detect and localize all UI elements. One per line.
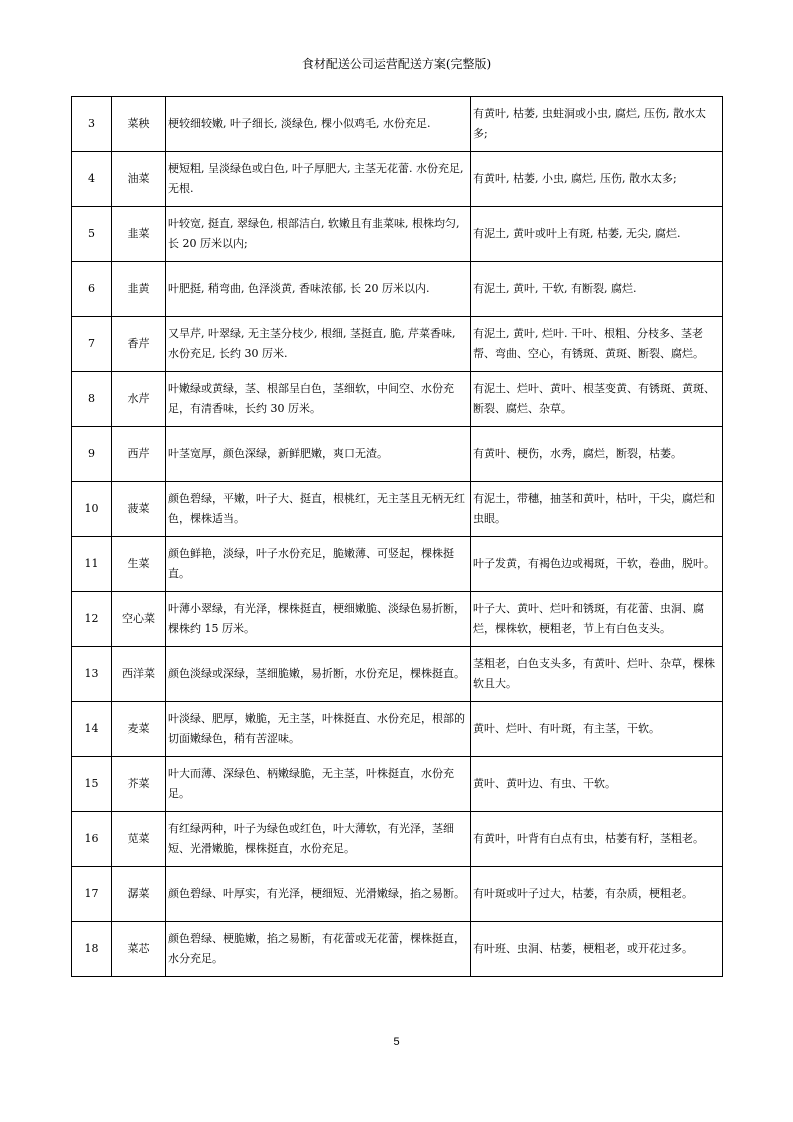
defect-criteria-cell: 有黄叶, 枯萎, 虫蛀洞或小虫, 腐烂, 压伤, 散水太多; — [471, 97, 723, 152]
vegetable-name-cell: 西芹 — [112, 427, 166, 482]
vegetable-name-cell: 油菜 — [112, 152, 166, 207]
row-number-cell: 16 — [72, 812, 112, 867]
vegetable-name-cell: 麦菜 — [112, 702, 166, 757]
row-number-cell: 4 — [72, 152, 112, 207]
defect-criteria-cell: 有叶班、虫洞、枯萎，梗粗老，或开花过多。 — [471, 922, 723, 977]
table-row — [72, 262, 723, 317]
defect-criteria-cell: 有泥土、烂叶、黄叶、根茎变黄、有锈斑、黄斑、断裂、腐烂、杂草。 — [471, 372, 723, 427]
table-row — [72, 482, 723, 537]
quality-standard-cell: 又旱芹, 叶翠绿, 无主茎分枝少, 根细, 茎挺直, 脆, 芹菜香味, 水份充足, 长约 30 厉米. — [166, 317, 471, 372]
row-number-cell: 18 — [72, 922, 112, 977]
row-number-cell: 8 — [72, 372, 112, 427]
quality-standard-cell: 叶肥挺, 稍弯曲, 色泽淡黄, 香味浓郁, 长 20 厉米以内. — [166, 262, 471, 317]
vegetable-name-cell: 菜芯 — [112, 922, 166, 977]
vegetable-name-cell: 韭黄 — [112, 262, 166, 317]
table-body — [72, 97, 723, 977]
table-row — [72, 647, 723, 702]
quality-standard-cell: 颜色碧绿、梗脆嫩，掐之易断，有花蕾或无花蕾，棵株挺直，水分充足。 — [166, 922, 471, 977]
row-number-cell: 5 — [72, 207, 112, 262]
quality-standard-cell: 颜色鲜艳，淡绿，叶子水份充足，脆嫩薄、可竖起，棵株挺直。 — [166, 537, 471, 592]
table-row — [72, 592, 723, 647]
page-header-title: 食材配送公司运营配送方案(完整版) — [301, 57, 492, 71]
page-number: 5 — [393, 1036, 400, 1048]
defect-criteria-cell: 有黄叶，叶背有白点有虫，枯萎有籽，茎粗老。 — [471, 812, 723, 867]
quality-standard-cell: 叶大而薄、深绿色、柄嫩绿脆，无主茎，叶株挺直，水份充足。 — [166, 757, 471, 812]
table-row — [72, 537, 723, 592]
quality-standard-cell: 叶薄小翠绿，有光泽，棵株挺直，梗细嫩脆、淡绿色易折断，棵株约 15 厉米。 — [166, 592, 471, 647]
vegetable-name-cell: 水芹 — [112, 372, 166, 427]
row-number-cell: 9 — [72, 427, 112, 482]
quality-standard-cell: 叶茎宽厚，颜色深绿，新鲜肥嫩，爽口无渣。 — [166, 427, 471, 482]
table-row — [72, 702, 723, 757]
table-row — [72, 922, 723, 977]
vegetable-name-cell: 菠菜 — [112, 482, 166, 537]
vegetable-name-cell: 韭菜 — [112, 207, 166, 262]
row-number-cell: 14 — [72, 702, 112, 757]
table-row — [72, 152, 723, 207]
row-number-cell: 7 — [72, 317, 112, 372]
row-number-cell: 11 — [72, 537, 112, 592]
row-number-cell: 17 — [72, 867, 112, 922]
table-row — [72, 812, 723, 867]
row-number-cell: 3 — [72, 97, 112, 152]
table-row — [72, 372, 723, 427]
vegetable-name-cell: 潺菜 — [112, 867, 166, 922]
defect-criteria-cell: 有黄叶、梗伤，水秀，腐烂，断裂，枯萎。 — [471, 427, 723, 482]
row-number-cell: 13 — [72, 647, 112, 702]
quality-standard-cell: 叶嫩绿或黄绿，茎、根部呈白色，茎细软，中间空、水份充足，有清香味，长约 30 厉米。 — [166, 372, 471, 427]
vegetable-name-cell: 生菜 — [112, 537, 166, 592]
table-row — [72, 427, 723, 482]
defect-criteria-cell: 有泥土, 黄叶, 干软, 有断裂, 腐烂. — [471, 262, 723, 317]
row-number-cell: 15 — [72, 757, 112, 812]
row-number-cell: 6 — [72, 262, 112, 317]
table-row — [72, 757, 723, 812]
defect-criteria-cell: 叶子大、黄叶、烂叶和锈斑，有花蕾、虫洞、腐烂，棵株软，梗粗老，节上有白色支头。 — [471, 592, 723, 647]
vegetable-name-cell: 菜秧 — [112, 97, 166, 152]
defect-criteria-cell: 茎粗老，白色支头多，有黄叶、烂叶、杂草，棵株软且大。 — [471, 647, 723, 702]
defect-criteria-cell: 叶子发黄，有褐色边或褐斑，干软，卷曲，脱叶。 — [471, 537, 723, 592]
quality-standard-cell: 梗较细较嫩, 叶子细长, 淡绿色, 棵小似鸡毛, 水份充足. — [166, 97, 471, 152]
vegetable-name-cell: 苋菜 — [112, 812, 166, 867]
table-row — [72, 317, 723, 372]
table-row — [72, 97, 723, 152]
row-number-cell: 10 — [72, 482, 112, 537]
defect-criteria-cell: 有泥土，带穗，抽茎和黄叶，枯叶，干尖，腐烂和虫眼。 — [471, 482, 723, 537]
vegetable-name-cell: 空心菜 — [112, 592, 166, 647]
vegetable-spec-table — [71, 96, 723, 977]
defect-criteria-cell: 黄叶、黄叶边、有虫、干软。 — [471, 757, 723, 812]
quality-standard-cell: 叶较宽, 挺直, 翠绿色, 根部洁白, 软嫩且有韭菜味, 根株均匀, 长 20 厉米以内; — [166, 207, 471, 262]
quality-standard-cell: 颜色碧绿、叶厚实，有光泽，梗细短、光滑嫩绿，掐之易断。 — [166, 867, 471, 922]
table-row — [72, 867, 723, 922]
quality-standard-cell: 梗短粗, 呈淡绿色或白色, 叶子厚肥大, 主茎无花蕾. 水份充足, 无根. — [166, 152, 471, 207]
vegetable-name-cell: 香芹 — [112, 317, 166, 372]
vegetable-name-cell: 芥菜 — [112, 757, 166, 812]
quality-standard-cell: 颜色淡绿或深绿，茎细脆嫩，易折断，水份充足，棵株挺直。 — [166, 647, 471, 702]
quality-standard-cell: 叶淡绿、肥厚，嫩脆，无主茎，叶株挺直、水份充足，根部的切面嫩绿色，稍有苦涩味。 — [166, 702, 471, 757]
defect-criteria-cell: 有泥土, 黄叶或叶上有斑, 枯萎, 无尖, 腐烂. — [471, 207, 723, 262]
defect-criteria-cell: 黄叶、烂叶、有叶斑，有主茎，干软。 — [471, 702, 723, 757]
table-row — [72, 207, 723, 262]
quality-standard-cell: 有红绿两种，叶子为绿色或红色，叶大薄软，有光泽，茎细短、光滑嫩脆，棵株挺直，水份充足。 — [166, 812, 471, 867]
defect-criteria-cell: 有泥土, 黄叶, 烂叶. 干叶、根粗、分枝多、茎老帮、弯曲、空心，有锈斑、黄斑、断裂、腐烂。 — [471, 317, 723, 372]
defect-criteria-cell: 有黄叶, 枯萎, 小虫, 腐烂, 压伤, 散水太多; — [471, 152, 723, 207]
row-number-cell: 12 — [72, 592, 112, 647]
defect-criteria-cell: 有叶斑或叶子过大，枯萎，有杂质，梗粗老。 — [471, 867, 723, 922]
quality-standard-cell: 颜色碧绿，平嫩，叶子大、挺直，根桃红，无主茎且无柄无红色，棵株适当。 — [166, 482, 471, 537]
vegetable-name-cell: 西洋菜 — [112, 647, 166, 702]
